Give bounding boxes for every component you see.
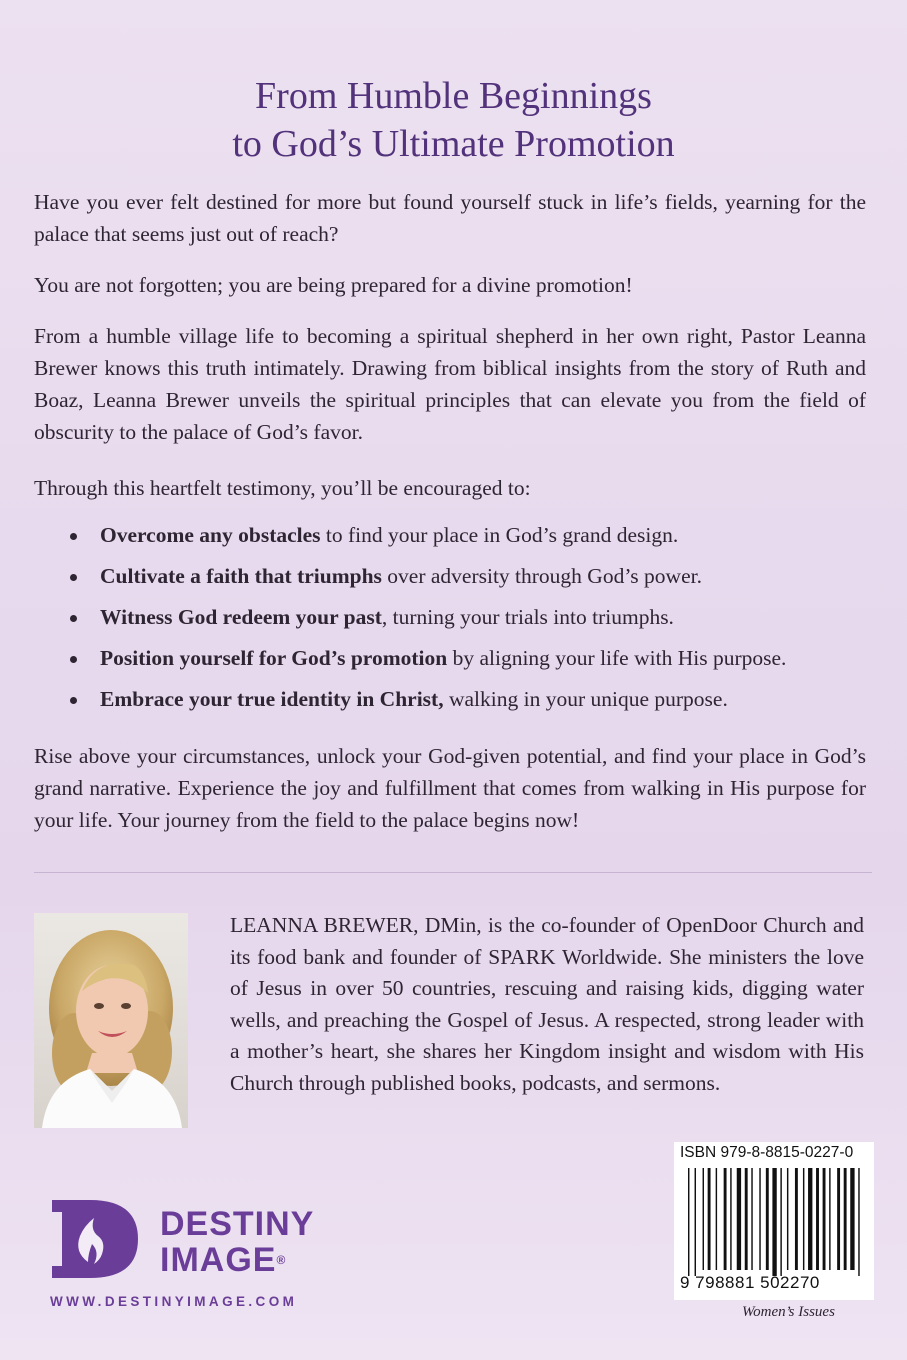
benefit-bold: Witness God redeem your past (100, 605, 382, 629)
barcode-bar (724, 1168, 727, 1270)
bullets-intro: Through this heartfelt testimony, you’ll be encouraged to: (34, 476, 531, 500)
benefit-text: over adversity through God’s power. (381, 564, 702, 588)
barcode-bar (688, 1168, 689, 1276)
barcode-bar (703, 1168, 704, 1270)
barcode-bar (787, 1168, 788, 1270)
registered-mark: ® (276, 1253, 287, 1267)
barcode-bar (745, 1168, 748, 1270)
barcode-bar (837, 1168, 840, 1270)
benefit-text: to find your place in God’s grand design. (320, 523, 679, 547)
headline (0, 72, 907, 168)
barcode-bar (844, 1168, 847, 1270)
barcode-digits: 9 798881 502270 (680, 1273, 820, 1292)
barcode-bar (808, 1168, 812, 1270)
benefit-text: , turning your trials into triumphs. (381, 605, 674, 629)
bullet-dot (70, 656, 77, 663)
author-photo (34, 913, 188, 1128)
benefit-text: by aligning your life with His purpose. (447, 646, 787, 670)
barcode-bar (816, 1168, 819, 1270)
barcode-bar (829, 1168, 830, 1270)
publisher-name-line-2 (160, 1242, 314, 1278)
benefit-item (70, 519, 870, 551)
publisher-name-line-1: DESTINY (160, 1205, 315, 1243)
bullet-dot (70, 615, 77, 622)
barcode-bar (858, 1168, 859, 1276)
barcode-bar (850, 1168, 854, 1270)
bullet-dot (70, 533, 77, 540)
headline-line-1: From Humble Beginnings (255, 75, 652, 117)
benefit-bold: Embrace your true identity in Christ, (100, 687, 444, 711)
barcode-bar (708, 1168, 711, 1270)
author-portrait-icon (34, 913, 188, 1128)
benefit-item (70, 683, 870, 715)
benefit-bold: Cultivate a faith that triumphs (100, 564, 382, 588)
barcode-bar (772, 1168, 776, 1276)
barcode-bar (766, 1168, 769, 1270)
barcode-bar (795, 1168, 798, 1270)
benefit-list (70, 519, 870, 724)
benefit-bold: Position yourself for God’s promotion (100, 646, 448, 670)
bullet-dot (70, 574, 77, 581)
barcode-bar (716, 1168, 717, 1270)
barcode-bar (730, 1168, 731, 1270)
story-paragraph: From a humble village life to becoming a spiritual shepherd in her own right, Pastor Leanna Brewer knows this truth intimately. Drawing from biblical insights from the story of Ruth and Boaz, Leanna Brewer unveils the spiritual principles that can elevate you from the field of obscurity to the palace of God’s favor. (34, 324, 866, 444)
promise-paragraph: You are not forgotten; you are being prepared for a divine promotion! (34, 273, 633, 297)
benefit-bold: Overcome any obstacles (100, 523, 321, 547)
isbn-label: ISBN 979-8-8815-0227-0 (680, 1144, 854, 1161)
benefit-item (70, 642, 870, 674)
bullet-dot (70, 697, 77, 704)
intro-paragraph: Have you ever felt destined for more but found yourself stuck in life’s fields, yearning for the palace that seems just out of reach? (34, 190, 866, 246)
publisher-name-image: IMAGE (160, 1241, 277, 1279)
publisher-wordmark (160, 1206, 314, 1278)
barcode-bar (759, 1168, 760, 1270)
barcode-bar (695, 1168, 696, 1276)
barcode-bar (737, 1168, 741, 1270)
headline-line-2: to God’s Ultimate Promotion (232, 123, 675, 165)
section-divider (34, 872, 872, 873)
barcode-bar (803, 1168, 804, 1270)
destiny-image-logo-icon (50, 1196, 142, 1282)
barcode-bar (751, 1168, 752, 1270)
benefit-text: walking in your unique purpose. (443, 687, 728, 711)
barcode-box (674, 1142, 874, 1300)
publisher-url: WWW.DESTINYIMAGE.COM (50, 1294, 298, 1309)
benefit-item (70, 560, 870, 592)
benefit-item (70, 601, 870, 633)
barcode-bar (780, 1168, 781, 1276)
author-bio: LEANNA BREWER, DMin, is the co-founder of OpenDoor Church and its food bank and founder of SPARK Worldwide. She ministers the love of Jesus in over 50 countries, rescuing and raising kids, digging water wells, and preaching the Gospel of Jesus. A respected, strong leader with a mother’s heart, she shares her Kingdom insight and wisdom with His Church through published books, podcasts, and sermons. (230, 913, 864, 1095)
category-label: Women’s Issues (742, 1304, 835, 1320)
closing-paragraph: Rise above your circumstances, unlock your God-given potential, and find your place in God’s grand narrative. Experience the joy and fulfillment that comes from walking in His purpose for your life. Your journey from the field to the palace begins now! (34, 744, 866, 832)
barcode-bar (823, 1168, 826, 1270)
